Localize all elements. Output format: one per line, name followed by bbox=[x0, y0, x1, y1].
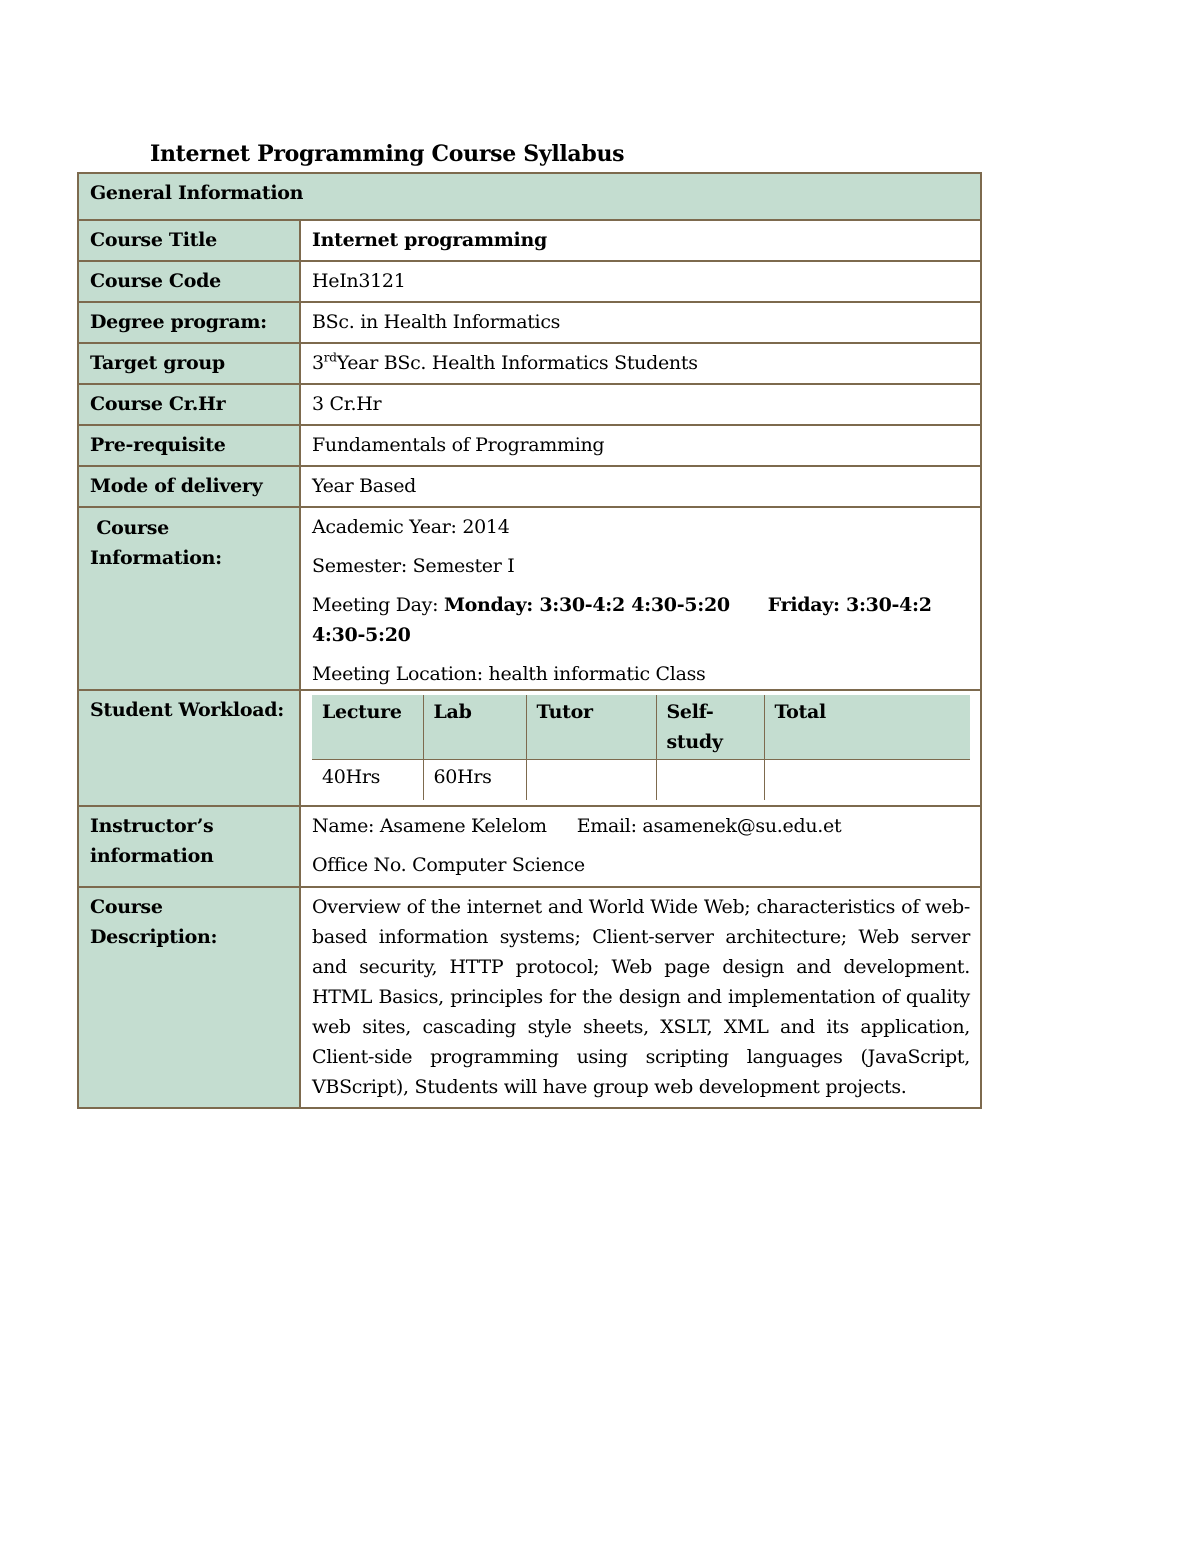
instructor-email: Email: asamenek@su.edu.et bbox=[576, 815, 842, 837]
course-description-value: Overview of the internet and World Wide Web; characteristics of web-based information systems; Client-server architecture; Web server and security, HTTP protocol; Web page design and development. HTML Basics, principles for the design and implementation of quality web sites, cascading style sheets, XSLT, XML and its application, Client-side programming using scripting languages (JavaScript, VBScript), Students will have group web development projects. bbox=[300, 887, 981, 1108]
row-student-workload bbox=[78, 690, 981, 806]
row-course-code bbox=[78, 261, 981, 302]
workload-value-row bbox=[312, 760, 970, 801]
course-crhr-label: Course Cr.Hr bbox=[78, 384, 300, 425]
workload-value-self-study bbox=[656, 760, 764, 801]
meeting-day-friday: Friday: 3:30-4:2 4:30-5:20 bbox=[312, 594, 932, 646]
course-information-label-text: Course Information: bbox=[90, 517, 222, 569]
row-course-description bbox=[78, 887, 981, 1108]
row-course-title bbox=[78, 220, 981, 261]
syllabus-table bbox=[77, 172, 982, 1109]
workload-value-total bbox=[764, 760, 970, 801]
row-course-crhr bbox=[78, 384, 981, 425]
student-workload-table-cell bbox=[300, 690, 981, 806]
instructor-office: Office No. Computer Science bbox=[312, 854, 585, 876]
meeting-day bbox=[312, 590, 970, 650]
degree-program-label: Degree program: bbox=[78, 302, 300, 343]
meeting-day-prefix: Meeting Day: bbox=[312, 594, 444, 616]
row-instructor bbox=[78, 806, 981, 887]
row-course-information bbox=[78, 507, 981, 690]
row-mode-of-delivery bbox=[78, 466, 981, 507]
target-group-label: Target group bbox=[78, 343, 300, 384]
workload-header-lecture: Lecture bbox=[312, 695, 423, 760]
target-group-number: 3 bbox=[312, 352, 324, 374]
workload-header-row bbox=[312, 695, 970, 760]
target-group-text: Year BSc. Health Informatics Students bbox=[336, 352, 698, 374]
instructor-value bbox=[300, 806, 981, 887]
mode-of-delivery-label: Mode of delivery bbox=[78, 466, 300, 507]
workload-header-self-study: Self-study bbox=[656, 695, 764, 760]
row-degree-program bbox=[78, 302, 981, 343]
semester: Semester: Semester I bbox=[312, 555, 515, 577]
course-code-value: HeIn3121 bbox=[300, 261, 981, 302]
course-information-value bbox=[300, 507, 981, 690]
page-title: Internet Programming Course Syllabus bbox=[150, 141, 625, 167]
course-information-label bbox=[78, 507, 300, 690]
student-workload-label: Student Workload: bbox=[78, 690, 300, 806]
instructor-name: Name: Asamene Kelelom bbox=[312, 815, 547, 837]
workload-value-tutor bbox=[526, 760, 656, 801]
course-crhr-value: 3 Cr.Hr bbox=[300, 384, 981, 425]
course-description-label: Course Description: bbox=[78, 887, 300, 1108]
prerequisite-value: Fundamentals of Programming bbox=[300, 425, 981, 466]
workload-header-total: Total bbox=[764, 695, 970, 760]
workload-header-tutor: Tutor bbox=[526, 695, 656, 760]
target-group-ordinal: rd bbox=[323, 350, 337, 365]
row-prerequisite bbox=[78, 425, 981, 466]
course-title-value: Internet programming bbox=[300, 220, 981, 261]
target-group-value bbox=[300, 343, 981, 384]
general-information-header: General Information bbox=[78, 173, 981, 220]
instructor-label: Instructor’s information bbox=[78, 806, 300, 887]
prerequisite-label: Pre-requisite bbox=[78, 425, 300, 466]
course-title-label: Course Title bbox=[78, 220, 300, 261]
workload-value-lab: 60Hrs bbox=[423, 760, 526, 801]
academic-year: Academic Year: 2014 bbox=[312, 516, 510, 538]
meeting-day-monday: Monday: 3:30-4:2 4:30-5:20 bbox=[443, 594, 730, 616]
row-target-group bbox=[78, 343, 981, 384]
workload-value-lecture: 40Hrs bbox=[312, 760, 423, 801]
mode-of-delivery-value: Year Based bbox=[300, 466, 981, 507]
degree-program-value: BSc. in Health Informatics bbox=[300, 302, 981, 343]
student-workload-table bbox=[312, 695, 970, 800]
instructor-name-email bbox=[312, 811, 970, 841]
workload-header-lab: Lab bbox=[423, 695, 526, 760]
meeting-location: Meeting Location: health informatic Class bbox=[312, 663, 706, 685]
course-code-label: Course Code bbox=[78, 261, 300, 302]
